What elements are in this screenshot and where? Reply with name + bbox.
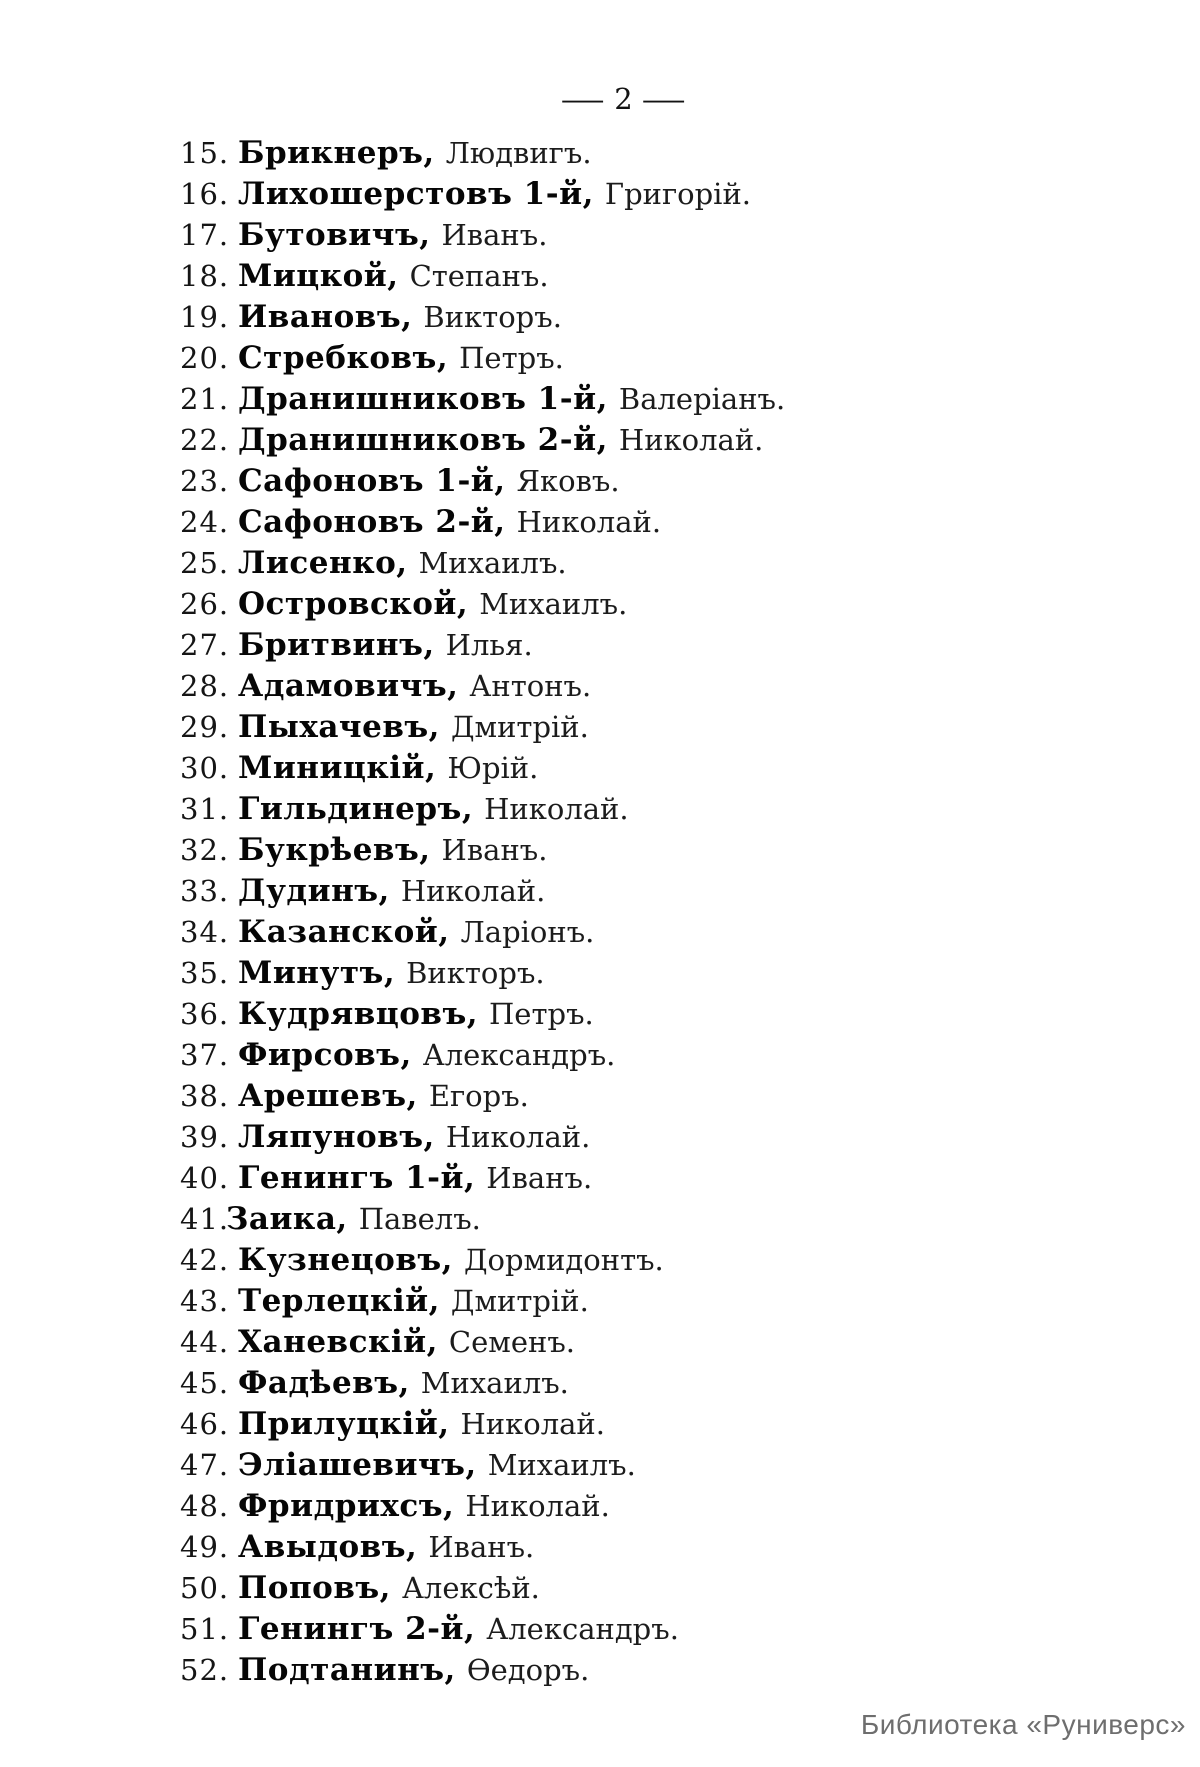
item-surname: Фирсовъ, bbox=[238, 1037, 412, 1073]
item-number: 51. bbox=[180, 1612, 230, 1646]
item-number: 48. bbox=[180, 1489, 230, 1523]
item-given-name: Викторъ. bbox=[423, 300, 562, 334]
list-item bbox=[180, 502, 1200, 543]
item-surname: Бутовичъ, bbox=[238, 217, 431, 253]
list-item bbox=[180, 1363, 1200, 1404]
item-number: 39. bbox=[180, 1120, 230, 1154]
item-given-name: Ларіонъ. bbox=[460, 915, 595, 949]
item-given-name: Илья. bbox=[445, 628, 533, 662]
item-surname: Ханевскій, bbox=[238, 1324, 438, 1360]
list-item bbox=[180, 174, 1200, 215]
list-item bbox=[180, 666, 1200, 707]
page-number: 2 bbox=[614, 82, 634, 116]
item-surname: Сафоновъ 2-й, bbox=[238, 504, 506, 540]
item-number: 42. bbox=[180, 1243, 230, 1277]
item-number: 41. bbox=[180, 1202, 230, 1236]
list-item bbox=[180, 584, 1200, 625]
item-surname: Заика, bbox=[226, 1201, 348, 1237]
item-given-name: Антонъ. bbox=[469, 669, 592, 703]
item-number: 28. bbox=[180, 669, 230, 703]
item-surname: Миницкій, bbox=[238, 750, 437, 786]
item-number: 49. bbox=[180, 1530, 230, 1564]
list-item bbox=[180, 1076, 1200, 1117]
item-number: 35. bbox=[180, 956, 230, 990]
list-item bbox=[180, 379, 1200, 420]
item-surname: Стребковъ, bbox=[238, 340, 449, 376]
item-number: 47. bbox=[180, 1448, 230, 1482]
item-number: 31. bbox=[180, 792, 230, 826]
item-number: 15. bbox=[180, 136, 230, 170]
item-given-name: Иванъ. bbox=[441, 833, 548, 867]
item-given-name: Александръ. bbox=[486, 1612, 679, 1646]
item-number: 52. bbox=[180, 1653, 230, 1687]
item-surname: Ивановъ, bbox=[238, 299, 413, 335]
item-surname: Поповъ, bbox=[238, 1570, 391, 1606]
list-item bbox=[180, 1158, 1200, 1199]
list-item bbox=[180, 994, 1200, 1035]
item-number: 40. bbox=[180, 1161, 230, 1195]
item-number: 20. bbox=[180, 341, 230, 375]
item-given-name: Людвигъ. bbox=[445, 136, 592, 170]
item-number: 43. bbox=[180, 1284, 230, 1318]
item-number: 18. bbox=[180, 259, 230, 293]
item-number: 50. bbox=[180, 1571, 230, 1605]
item-given-name: Павелъ. bbox=[358, 1202, 481, 1236]
list-item bbox=[180, 1240, 1200, 1281]
item-given-name: Иванъ. bbox=[486, 1161, 593, 1195]
item-given-name: Семенъ. bbox=[448, 1325, 575, 1359]
item-surname: Эліашевичъ, bbox=[238, 1447, 477, 1483]
item-surname: Гильдинеръ, bbox=[238, 791, 474, 827]
item-number: 30. bbox=[180, 751, 230, 785]
item-given-name: Викторъ. bbox=[406, 956, 545, 990]
list-item bbox=[180, 1281, 1200, 1322]
list-item bbox=[180, 1035, 1200, 1076]
header-right-dash: — bbox=[641, 83, 688, 116]
list-item bbox=[180, 830, 1200, 871]
list-item bbox=[180, 256, 1200, 297]
item-number: 36. bbox=[180, 997, 230, 1031]
list-item bbox=[180, 1404, 1200, 1445]
item-given-name: Петръ. bbox=[489, 997, 594, 1031]
item-given-name: Дмитрій. bbox=[450, 1284, 589, 1318]
item-surname: Пыхачевъ, bbox=[238, 709, 440, 745]
item-number: 37. bbox=[180, 1038, 230, 1072]
item-number: 19. bbox=[180, 300, 230, 334]
item-number: 33. bbox=[180, 874, 230, 908]
item-number: 27. bbox=[180, 628, 230, 662]
item-given-name: Алексѣй. bbox=[401, 1571, 540, 1605]
item-number: 23. bbox=[180, 464, 230, 498]
item-given-name: Иванъ. bbox=[428, 1530, 535, 1564]
page-header bbox=[0, 82, 1200, 116]
item-given-name: Николай. bbox=[445, 1120, 591, 1154]
item-given-name: Ѳедоръ. bbox=[466, 1653, 590, 1687]
item-given-name: Михаилъ. bbox=[487, 1448, 636, 1482]
item-surname: Островской, bbox=[238, 586, 469, 622]
list-item bbox=[180, 338, 1200, 379]
list-item bbox=[180, 1322, 1200, 1363]
item-surname: Терлецкій, bbox=[238, 1283, 440, 1319]
item-surname: Фридрихсъ, bbox=[238, 1488, 455, 1524]
list-item bbox=[180, 912, 1200, 953]
list-item bbox=[180, 953, 1200, 994]
list-item bbox=[180, 543, 1200, 584]
item-number: 24. bbox=[180, 505, 230, 539]
list-item bbox=[180, 789, 1200, 830]
item-given-name: Егоръ. bbox=[428, 1079, 529, 1113]
item-number: 38. bbox=[180, 1079, 230, 1113]
item-surname: Дранишниковъ 1-й, bbox=[238, 381, 608, 417]
list-item bbox=[180, 1527, 1200, 1568]
item-surname: Лисенко, bbox=[238, 545, 408, 581]
item-surname: Сафоновъ 1-й, bbox=[238, 463, 506, 499]
list-item bbox=[180, 1650, 1200, 1691]
list-item bbox=[180, 461, 1200, 502]
library-watermark: Библиотека «Руниверс» bbox=[860, 1709, 1186, 1740]
list-item bbox=[180, 1486, 1200, 1527]
list-item bbox=[180, 1445, 1200, 1486]
item-surname: Прилуцкій, bbox=[238, 1406, 450, 1442]
item-given-name: Николай. bbox=[400, 874, 546, 908]
item-number: 25. bbox=[180, 546, 230, 580]
list-item bbox=[180, 707, 1200, 748]
item-surname: Брикнеръ, bbox=[238, 135, 435, 171]
item-surname: Кудрявцовъ, bbox=[238, 996, 479, 1032]
list-item bbox=[180, 297, 1200, 338]
item-number: 21. bbox=[180, 382, 230, 416]
item-given-name: Николай. bbox=[618, 423, 764, 457]
item-surname: Лихошерстовъ 1-й, bbox=[238, 176, 594, 212]
item-surname: Бритвинъ, bbox=[238, 627, 435, 663]
item-given-name: Юрій. bbox=[447, 751, 539, 785]
header-left-dash: — bbox=[560, 83, 607, 116]
item-number: 44. bbox=[180, 1325, 230, 1359]
item-surname: Кузнецовъ, bbox=[238, 1242, 453, 1278]
item-surname: Мицкой, bbox=[238, 258, 399, 294]
list-item bbox=[180, 1117, 1200, 1158]
item-surname: Фадѣевъ, bbox=[238, 1365, 410, 1401]
item-given-name: Николай. bbox=[460, 1407, 605, 1441]
item-number: 29. bbox=[180, 710, 230, 744]
list-item bbox=[180, 871, 1200, 912]
item-given-name: Николай. bbox=[516, 505, 662, 539]
item-surname: Авыдовъ, bbox=[238, 1529, 418, 1565]
item-given-name: Петръ. bbox=[459, 341, 564, 375]
item-number: 26. bbox=[180, 587, 230, 621]
item-surname: Адамовичъ, bbox=[238, 668, 459, 704]
list-item bbox=[180, 1199, 1200, 1240]
name-list bbox=[180, 133, 1200, 1691]
item-surname: Дранишниковъ 2-й, bbox=[238, 422, 608, 458]
item-given-name: Степанъ. bbox=[409, 259, 549, 293]
item-given-name: Николай. bbox=[465, 1489, 610, 1523]
item-given-name: Михаилъ. bbox=[418, 546, 567, 580]
list-item bbox=[180, 133, 1200, 174]
item-surname: Генингъ 2-й, bbox=[238, 1611, 476, 1647]
item-surname: Минутъ, bbox=[238, 955, 396, 991]
item-given-name: Яковъ. bbox=[516, 464, 620, 498]
item-given-name: Александръ. bbox=[422, 1038, 616, 1072]
item-given-name: Григорій. bbox=[604, 177, 752, 211]
item-surname: Арешевъ, bbox=[238, 1078, 418, 1114]
item-given-name: Валеріанъ. bbox=[618, 382, 786, 416]
item-surname: Казанской, bbox=[238, 914, 450, 950]
list-item bbox=[180, 748, 1200, 789]
item-surname: Генингъ 1-й, bbox=[238, 1160, 476, 1196]
item-given-name: Дормидонтъ. bbox=[463, 1243, 664, 1277]
item-number: 46. bbox=[180, 1407, 230, 1441]
list-item bbox=[180, 1609, 1200, 1650]
item-given-name: Иванъ. bbox=[441, 218, 548, 252]
item-surname: Букрѣевъ, bbox=[238, 832, 431, 868]
item-number: 17. bbox=[180, 218, 230, 252]
item-number: 45. bbox=[180, 1366, 230, 1400]
item-number: 34. bbox=[180, 915, 230, 949]
item-surname: Подтанинъ, bbox=[238, 1652, 456, 1688]
item-surname: Дудинъ, bbox=[238, 873, 390, 909]
item-given-name: Дмитрій. bbox=[450, 710, 589, 744]
item-given-name: Михаилъ. bbox=[420, 1366, 569, 1400]
item-given-name: Михаилъ. bbox=[479, 587, 628, 621]
list-item bbox=[180, 215, 1200, 256]
item-number: 22. bbox=[180, 423, 230, 457]
item-number: 16. bbox=[180, 177, 230, 211]
item-number: 32. bbox=[180, 833, 230, 867]
item-given-name: Николай. bbox=[484, 792, 629, 826]
item-surname: Ляпуновъ, bbox=[238, 1119, 435, 1155]
list-item bbox=[180, 625, 1200, 666]
list-item bbox=[180, 1568, 1200, 1609]
list-item bbox=[180, 420, 1200, 461]
